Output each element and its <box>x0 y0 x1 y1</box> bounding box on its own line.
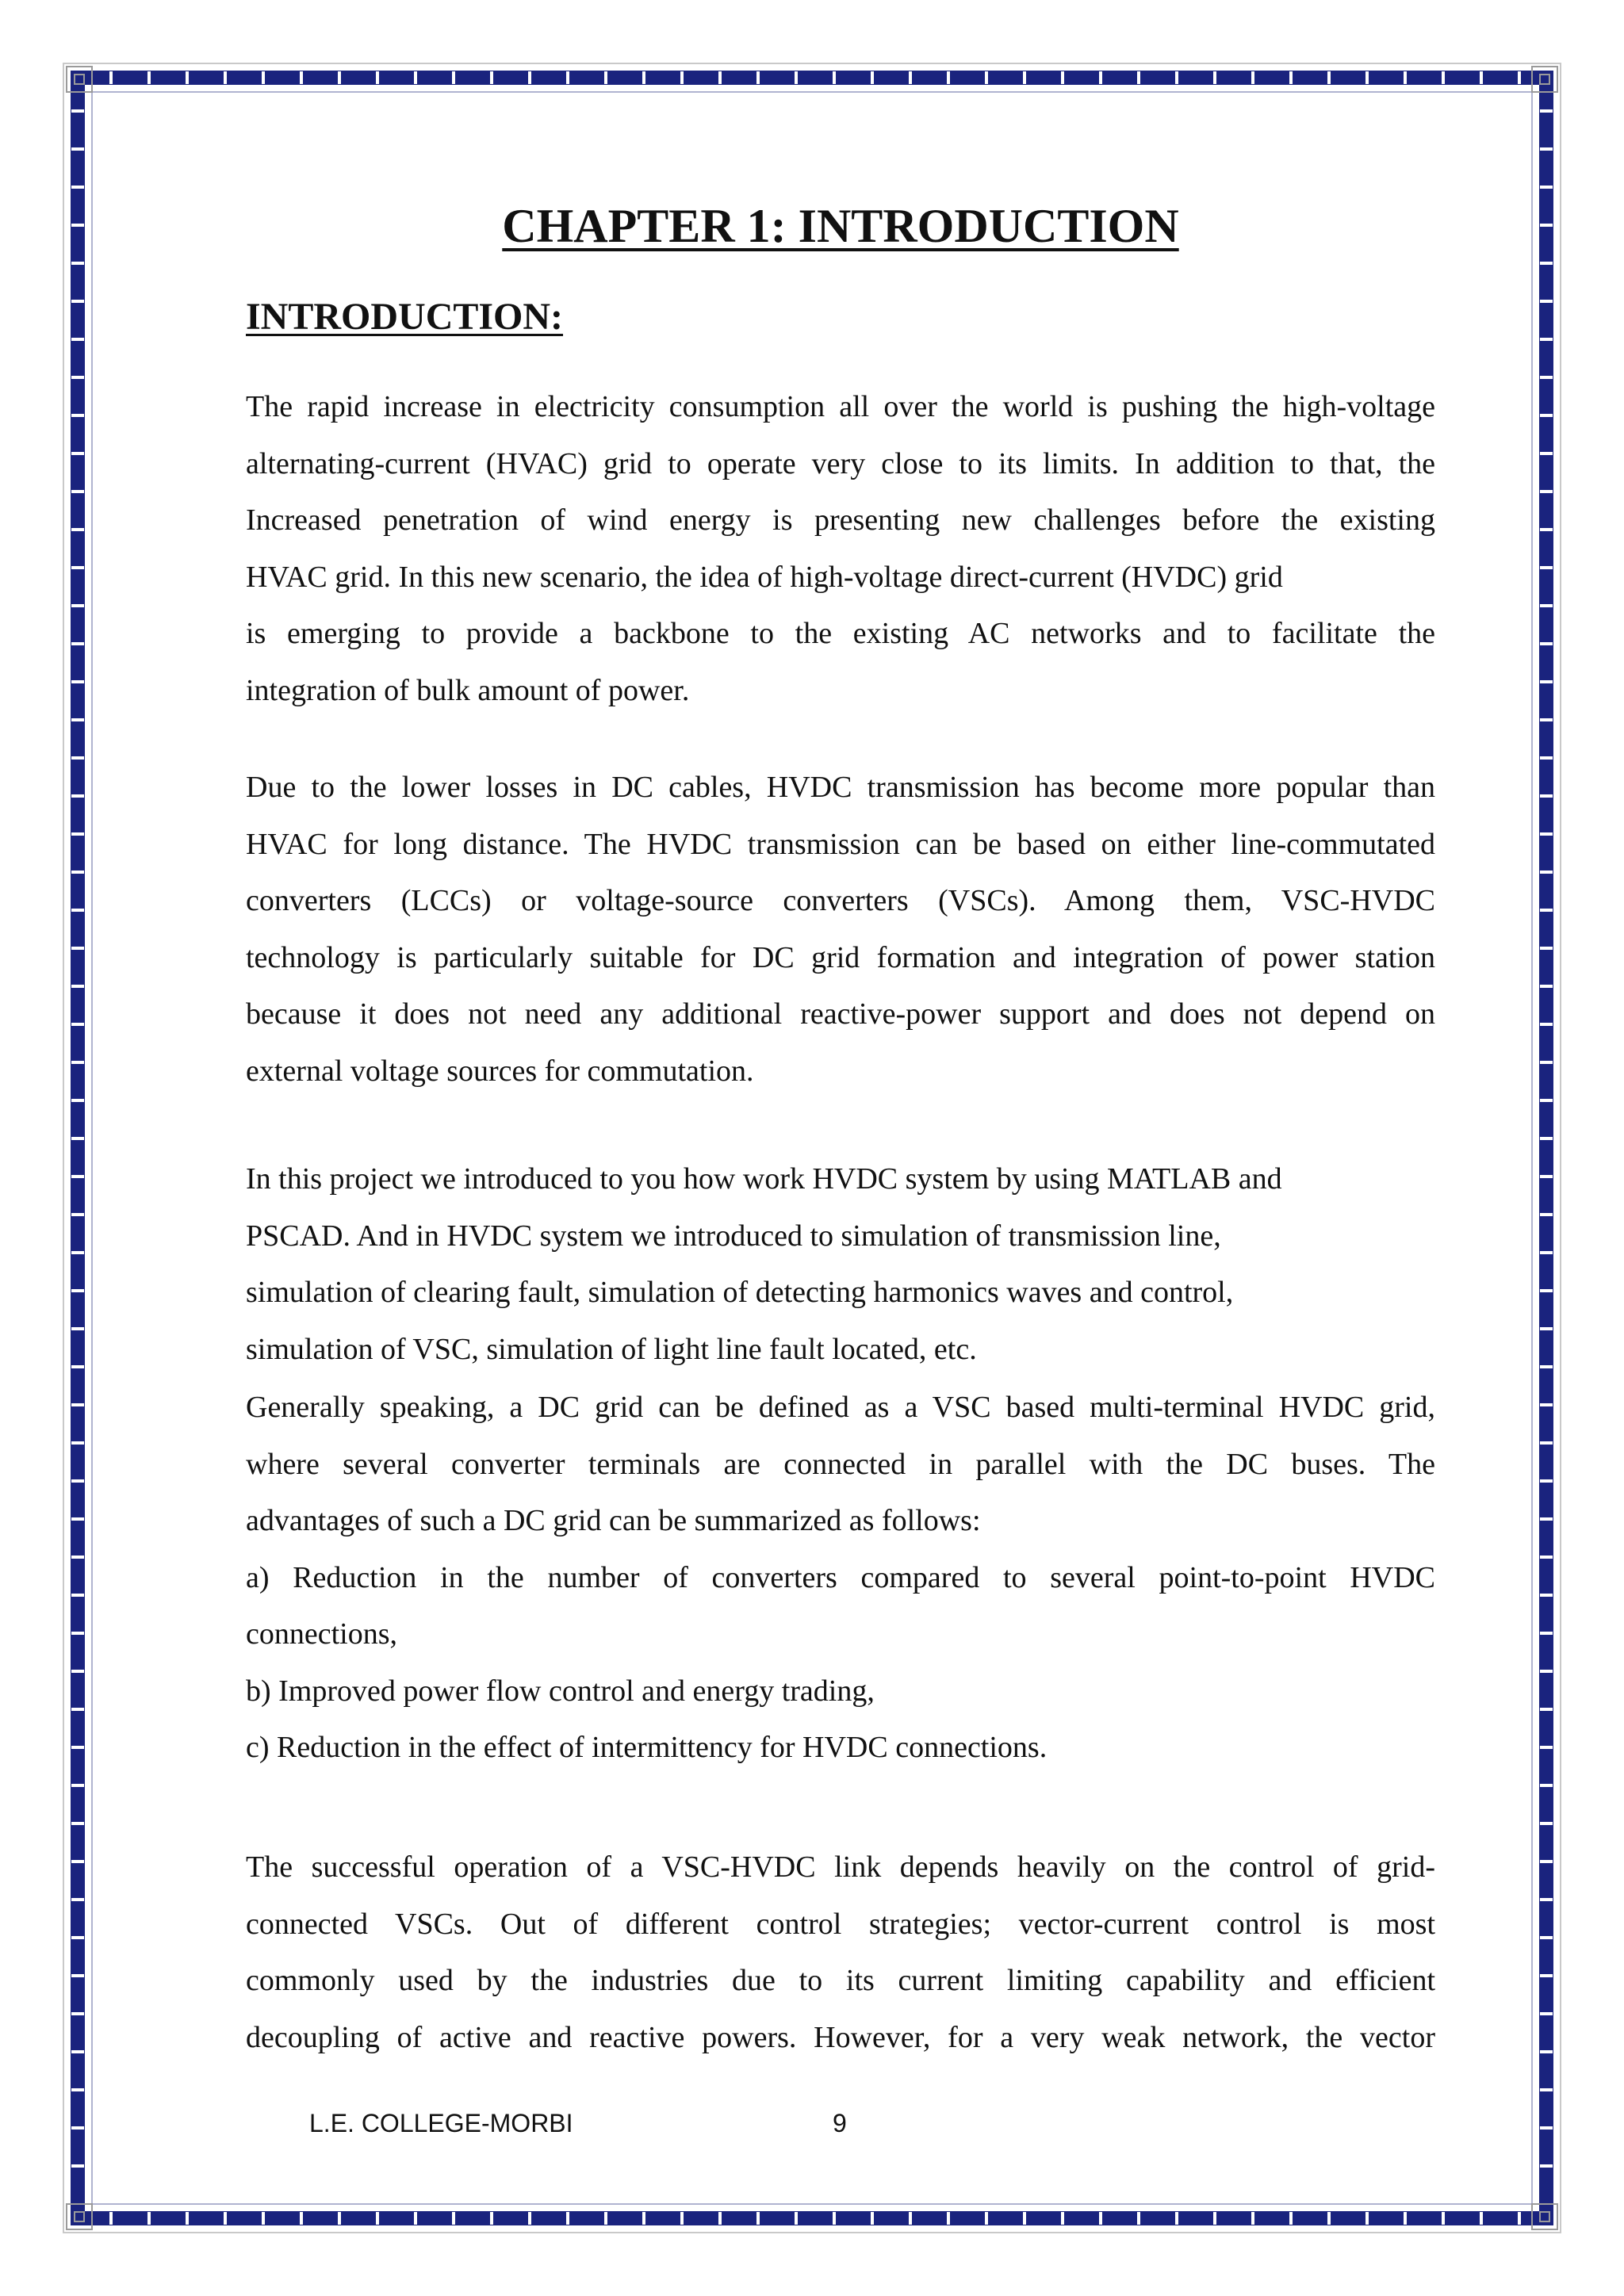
text-line: integration of bulk amount of power. <box>246 673 690 707</box>
paragraph-3 <box>246 1151 1435 1378</box>
text-line: converters (LCCs) or voltage-source converters (VSCs). Among them, VSC-HVDC <box>246 884 1435 917</box>
text-line: HVAC grid. In this new scenario, the idea of high-voltage direct-current (HVDC) grid <box>246 560 1283 594</box>
text-line: HVAC for long distance. The HVDC transmission can be based on either line-commutated <box>246 827 1435 861</box>
text-line: Due to the lower losses in DC cables, HVDC transmission has become more popular than <box>246 771 1435 804</box>
page-content <box>246 190 1435 2054</box>
list-item-c: c) Reduction in the effect of intermittency for HVDC connections. <box>246 1731 1048 1764</box>
paragraph-4 <box>246 1380 1435 1777</box>
text-line: advantages of such a DC grid can be summarized as follows: <box>246 1504 981 1537</box>
text-line: Generally speaking, a DC grid can be defined as a VSC based multi-terminal HVDC grid, <box>246 1391 1435 1424</box>
paragraph-5 <box>246 1839 1435 2066</box>
text-line: connections, <box>246 1617 398 1651</box>
text-line: simulation of clearing fault, simulation of detecting harmonics waves and control, <box>246 1276 1234 1309</box>
text-line: Increased penetration of wind energy is presenting new challenges before the existing <box>246 503 1435 537</box>
text-line: The rapid increase in electricity consumption all over the world is pushing the high-voltage <box>246 390 1435 423</box>
paragraph-2 <box>246 760 1435 1100</box>
text-line: where several converter terminals are connected in parallel with the DC buses. The <box>246 1447 1435 1481</box>
text-line: technology is particularly suitable for DC grid formation and integration of power station <box>246 940 1435 974</box>
footer-institution: L.E. COLLEGE-MORBI <box>309 2109 573 2137</box>
chapter-title: CHAPTER 1: INTRODUCTION <box>502 200 1179 252</box>
page-number: 9 <box>833 2109 847 2137</box>
text-line: commonly used by the industries due to its current limiting capability and efficient <box>246 1964 1435 1997</box>
text-line: PSCAD. And in HVDC system we introduced to simulation of transmission line, <box>246 1219 1221 1253</box>
text-line: decoupling of active and reactive powers. However, for a very weak network, the vector <box>246 2020 1435 2054</box>
text-line: connected VSCs. Out of different control strategies; vector-current control is most <box>246 1907 1435 1941</box>
text-line: because it does not need any additional reactive-power support and does not depend on <box>246 997 1435 1031</box>
text-line: In this project we introduced to you how work HVDC system by using MATLAB and <box>246 1162 1282 1196</box>
text-line: external voltage sources for commutation. <box>246 1054 754 1088</box>
text-line: alternating-current (HVAC) grid to operate very close to its limits. In addition to that, the <box>246 446 1435 480</box>
list-item-b: b) Improved power flow control and energy trading, <box>246 1674 875 1708</box>
paragraph-1 <box>246 379 1435 719</box>
text-line: The successful operation of a VSC-HVDC link depends heavily on the control of grid- <box>246 1850 1435 1884</box>
section-heading: INTRODUCTION: <box>246 296 564 338</box>
text-line: is emerging to provide a backbone to the existing AC networks and to facilitate the <box>246 617 1435 650</box>
list-item-a: a) Reduction in the number of converters compared to several point-to-point HVDC <box>246 1560 1435 1594</box>
text-line: simulation of VSC, simulation of light line fault located, etc. <box>246 1332 977 1366</box>
